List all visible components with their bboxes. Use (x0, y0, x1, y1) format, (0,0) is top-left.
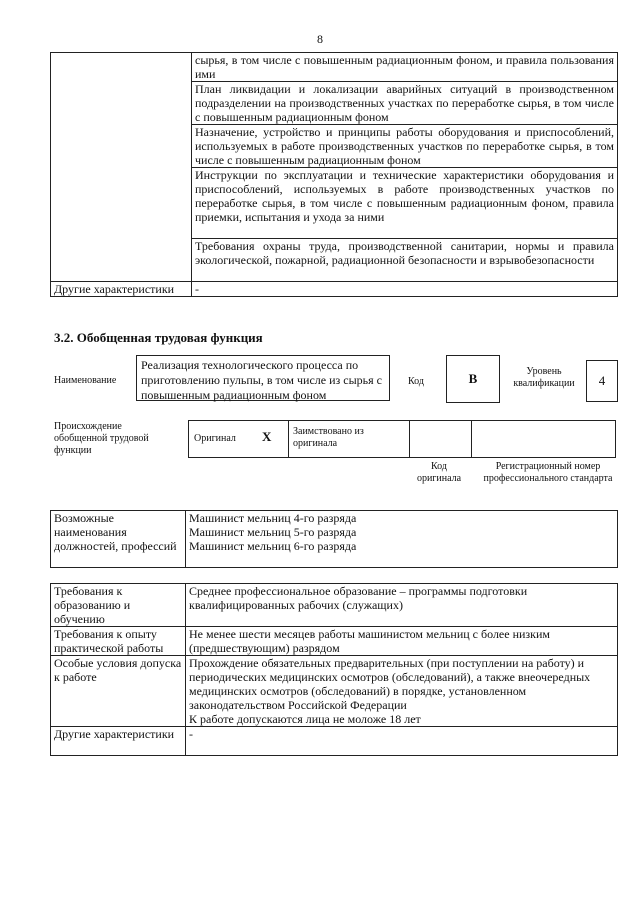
table-label-cell (51, 53, 192, 282)
table-row: сырья, в том числе с повышенным радиационным фоном, и правила пользования ими (192, 53, 618, 82)
list-item: Машинист мельниц 5-го разряда (189, 525, 357, 539)
knowledge-table (50, 52, 618, 297)
positions-table (50, 510, 618, 568)
function-name-box: Реализация технологического процесса по приготовлению пульпы, в том числе из сырья с повышенным радиационным фоном (136, 355, 390, 401)
experience-label: Требования к опыту практической работы (51, 627, 186, 656)
table-row: Требования охраны труда, производственной санитарии, нормы и правила экологической, пожарной, радиационной безопасности и взрывобезопасности (192, 239, 618, 282)
other-characteristics-value: - (192, 282, 618, 297)
other-label: Другие характеристики (51, 727, 186, 756)
page-number: 8 (317, 32, 323, 46)
table-row: Назначение, устройство и принципы работы оборудования и приспособлений, используемых в работе производственных участков по переработке сырья, в том числе с повышенным радиационным фоном (192, 125, 618, 168)
divider (288, 421, 289, 457)
code-original-caption: Код оригинала (416, 461, 462, 484)
education-value: Среднее профессиональное образование – программы подготовки квалифицированных рабочих (служащих) (186, 584, 618, 627)
conditions-text: Прохождение обязательных предварительных (при поступлении на работу) и периодических медицинских осмотров (обследований), а также внеочередных медицинских осмотров (обследований) в порядке, установленном законодательством Российской Федерации (189, 656, 591, 712)
code-label: Код (408, 376, 424, 387)
other-characteristics-label: Другие характеристики (51, 282, 192, 297)
list-item: Машинист мельниц 4-го разряда (189, 511, 357, 525)
divider (409, 421, 410, 457)
name-label: Наименование (54, 375, 117, 386)
registration-caption: Регистрационный номер профессионального стандарта (483, 461, 613, 484)
level-label: Уровень квалификации (513, 366, 575, 389)
education-label: Требования к образованию и обучению (51, 584, 186, 627)
conditions-label: Особые условия допуска к работе (51, 656, 186, 727)
original-mark: X (262, 429, 272, 444)
table-row: Инструкции по эксплуатации и технические характеристики оборудования и приспособлений, используемых в работе производственных участков по переработке сырья, в том числе с повышенным радиационным фоном, правила приемки, испытания и ухода за ними (192, 168, 618, 239)
positions-label: Возможные наименования должностей, профессий (51, 511, 186, 568)
other-value: - (186, 727, 618, 756)
origin-row (188, 420, 616, 458)
requirements-table (50, 583, 618, 756)
experience-value: Не менее шести месяцев работы машинистом мельниц с более низким (предшествующим) разрядом (186, 627, 618, 656)
table-row: План ликвидации и локализации аварийных ситуаций в производственном подразделении на производственных участках по переработке сырья, в том числе с повышенным радиационным фоном (192, 82, 618, 125)
conditions-value (186, 656, 618, 727)
borrowed-label: Заимствовано из оригинала (293, 426, 364, 449)
positions-list (186, 511, 618, 568)
origin-label: Происхождение обобщенной трудовой функции (54, 421, 149, 456)
section-heading: 3.2. Обобщенная трудовая функция (54, 330, 263, 345)
original-label: Оригинал (194, 433, 236, 444)
level-box: 4 (586, 360, 618, 402)
conditions-age-text: К работе допускаются лица не моложе 18 лет (189, 712, 421, 726)
list-item: Машинист мельниц 6-го разряда (189, 539, 357, 553)
divider (471, 421, 472, 457)
code-box: В (446, 355, 500, 403)
